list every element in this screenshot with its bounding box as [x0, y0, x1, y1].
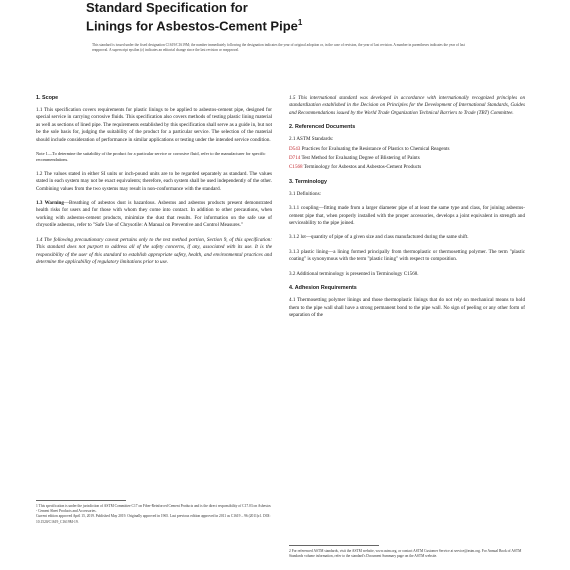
- paragraph-1-2: 1.2 The values stated in either SI units or inch-pound units are to be regarded separately as standard. The values stated in each system may not be exact equivalents; therefore, each system shall be used independently of the other. Combining values from the two systems may result in non-conformance with the standard.: [36, 170, 272, 192]
- reference-code-link[interactable]: D543: [289, 145, 301, 152]
- warning-label: 1.3 Warning: [36, 200, 64, 207]
- paragraph-3-1-2: 3.1.2 lot—quantity of pipe of a given size and class manufactured during the same shift.: [289, 234, 469, 241]
- reference-code-link[interactable]: C1568: [289, 164, 303, 171]
- reference-title: Practices for Evaluating the Resistance of Plastics to Chemical Reagents: [300, 145, 450, 152]
- section-heading-terminology: 3. Terminology: [289, 178, 327, 185]
- title-line-1: Standard Specification for: [86, 0, 248, 15]
- document-title: [86, 0, 486, 33]
- footnote-rule: [36, 500, 126, 501]
- footnote-rule-right: [289, 545, 379, 546]
- footnotes-left: [36, 500, 272, 525]
- reference-item[interactable]: [289, 155, 525, 162]
- paragraph-4-1: 4.1 Thermosetting polymer linings and those thermoplastic linings that do not rely on mechanical means to hold them to the pipe wall shall have a strong permanent bond to the pipe wall. No sign of peeling or any other form of separation of the: [289, 297, 525, 318]
- paragraph-3-2: 3.2 Additional terminology is presented in Terminology C1568.: [289, 270, 419, 277]
- standard-designation-note: This standard is issued under the fixed designation C1619/C1619M; the number immediately following the designation indicates the year of original adoption or, in the case of revision, the year of last revision. A number in parentheses indicates the year of last reapproval. A superscript epsilon (ε) indicates an editorial change since the last revision or reapproval.: [92, 43, 465, 52]
- reference-list: [289, 146, 525, 172]
- reference-title: Terminology for Asbestos and Asbestos-Cement Products: [302, 164, 422, 171]
- footnote-1-edition: Current edition approved April 15, 2019. Published May 2019. Originally approved in 1965. Last previous edition approved in 2011 as C1619 – 96 (2011)ε1. DOI: 10.1520/C1619_C1619M-19.: [36, 514, 271, 524]
- astm-standards-intro: 2.1 ASTM Standards:: [289, 136, 334, 143]
- paragraph-3-1-3: 3.1.3 plastic lining—a lining formed principally from thermoplastic or thermosetting polymer. The term "plastic coating" is synonymous with the term "plastic lining" with respect to composition.: [289, 248, 525, 263]
- section-heading-referenced-documents: 2. Referenced Documents: [289, 124, 356, 131]
- title-line-2-text: Linings for Asbestos-Cement Pipe: [86, 18, 298, 34]
- footnotes-right: [289, 545, 525, 559]
- paragraph-3-1-1: 3.1.1 coupling—fitting made from a larger diameter pipe of at least the same type and class, for joining asbestos-cement pipe that, when properly installed with the proper accessories, develops a joint equivalent in strength and serviceability to the pipe joined.: [289, 205, 525, 227]
- paragraph-1-1: 1.1 This specification covers requirements for plastic linings to be applied to asbestos-cement pipe, designed for special service in carrying corrosive fluids. This specification also covers methods of testing plastic lining material as well as sections of lined pipe. The requirements established by this specification shall serve as a guide in, but not be the sole basis for, judging the suitability of the product for a particular service. The selection of the material should include consideration of performance in similar applications or testing under the intended service condition.: [36, 107, 272, 143]
- warning-text: —Breathing of asbestos dust is hazardous. Asbestos and asbestos products present demonstrated health risks for users and for those with whom they come into contact. In addition to other precautions, when working with asbestos-cement products, minimize the dust that results. For information on the safe use of chrysotile asbestos, refer to "Safe Use of Chrysotile: A Manual on Preventive and Control Measures.": [36, 200, 273, 229]
- footnote-1: 1 This specification is under the jurisdiction of ASTM Committee C17 on Fiber-Reinforced Cement Products and is the direct responsibility of C17.03 on Asbestos - Cement Sheet Products and Accessories.: [36, 504, 271, 514]
- title-footnote-mark: 1: [297, 18, 303, 27]
- reference-item[interactable]: [289, 146, 525, 153]
- reference-item[interactable]: [289, 164, 525, 171]
- footnote-2: 2 For referenced ASTM standards, visit the ASTM website, www.astm.org, or contact ASTM Customer Service at service@astm.org. For Annual Book of ASTM Standards volume information, refer to the standard's Document Summary page on the ASTM website.: [289, 549, 522, 559]
- reference-title: Test Method for Evaluating Degree of Blistering of Paints: [300, 155, 420, 162]
- left-column: [36, 95, 272, 273]
- paragraph-1-4: 1.4 The following precautionary caveat pertains only to the test method portion, Section 9, of this specification: This standard does not purport to address all of the safety concerns, if any, associated with its use. It is the responsibility of the user of this standard to establish appropriate safety, health, and environmental practices and determine the applicability of regulatory limitations prior to use.: [36, 236, 272, 265]
- paragraph-3-1: 3.1 Definitions:: [289, 190, 321, 197]
- section-heading-scope: 1. Scope: [36, 95, 59, 101]
- note-1: Note 1—To determine the suitability of the product for a particular service or corrosive fluid, refer to the manufacturer for specific recommendations.: [36, 151, 266, 163]
- paragraph-1-3: [36, 200, 272, 230]
- section-heading-adhesion-requirements: 4. Adhesion Requirements: [289, 285, 357, 292]
- right-column: [289, 95, 525, 326]
- title-line-2: [86, 15, 486, 33]
- paragraph-1-5: 1.5 This international standard was developed in accordance with internationally recognized principles on standardization established in the Decision on Principles for the Development of International Standards, Guides and Recommendations issued by the World Trade Organization Technical Barriers to Trade (TBT) Committee.: [289, 95, 525, 116]
- reference-code-link[interactable]: D714: [289, 155, 301, 162]
